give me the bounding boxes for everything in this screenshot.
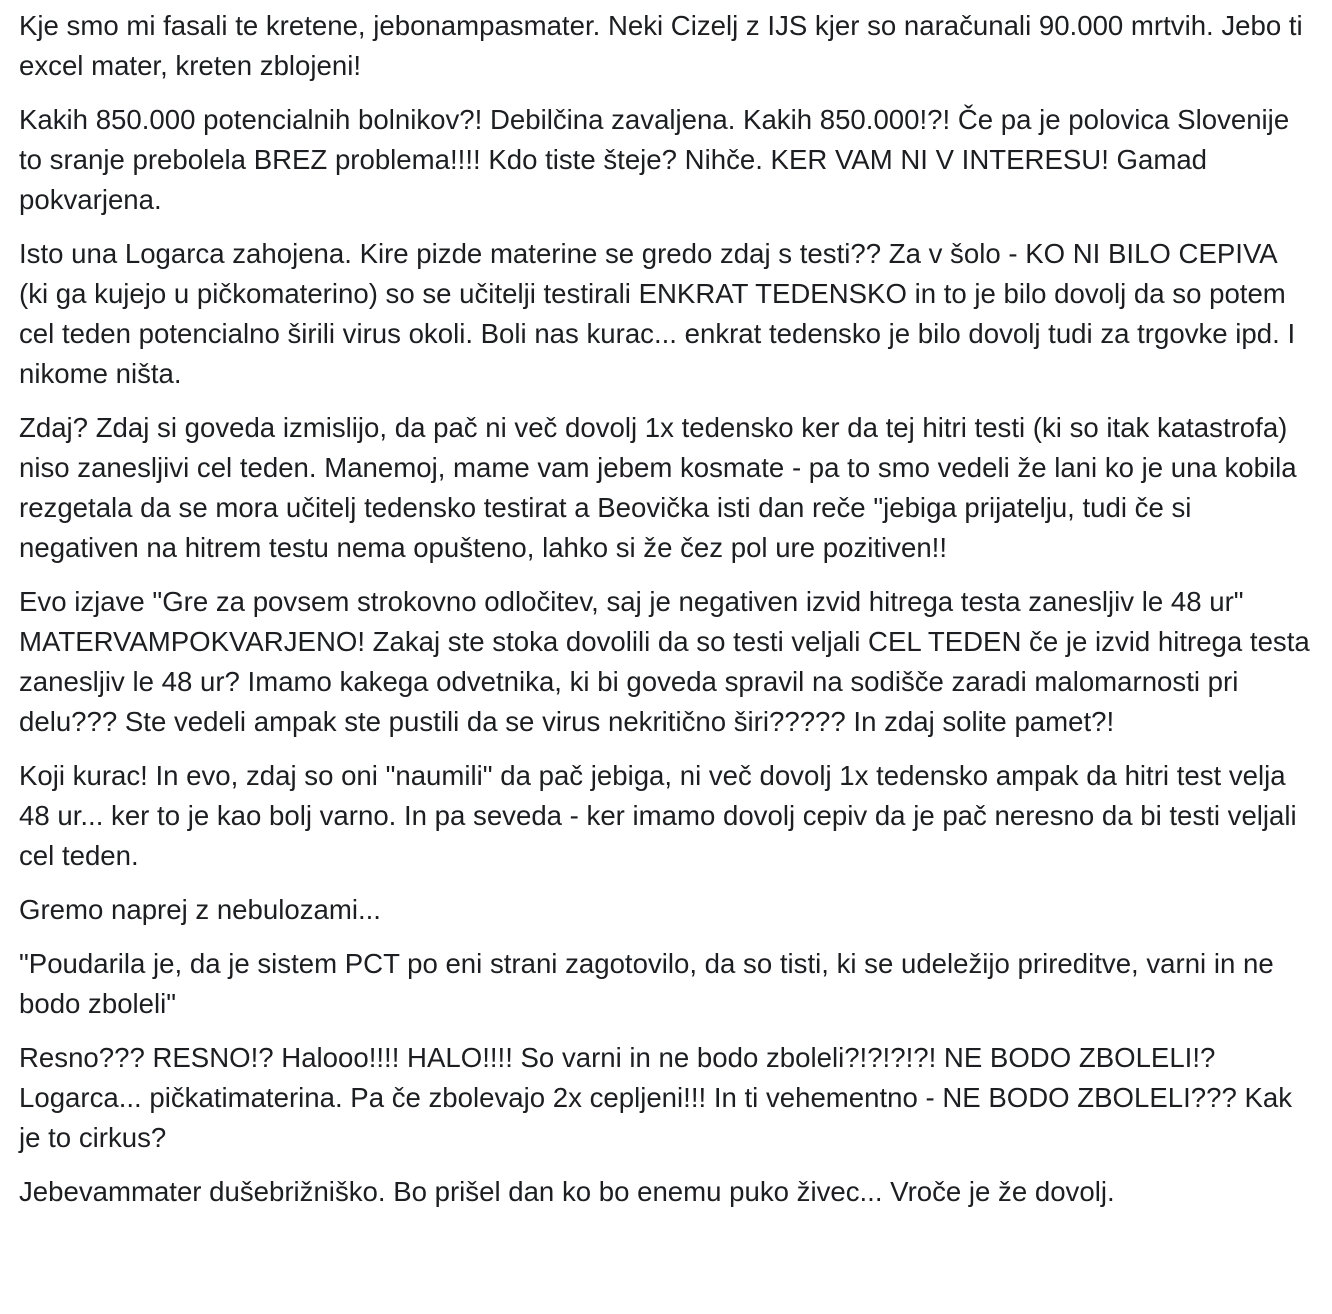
post-paragraph: Isto una Logarca zahojena. Kire pizde materine se gredo zdaj s testi?? Za v šolo - KO NI BILO CEPIVA (ki ga kujejo u pičkomaterino) so se učitelji testirali ENKRAT TEDENSKO in to je bilo dovolj da so potem cel teden potencialno širili virus okoli. Boli nas kurac... enkrat tedensko je bilo dovolj tudi za trgovke ipd. I nikome ništa. <box>19 238 1296 389</box>
post-paragraph: Kje smo mi fasali te kretene, jebonampasmater. Neki Cizelj z IJS kjer so naračunali 90.000 mrtvih. Jebo ti excel mater, kreten zblojeni! <box>19 10 1303 81</box>
post-paragraph: Evo izjave "Gre za povsem strokovno odločitev, saj je negativen izvid hitrega testa zanesljiv le 48 ur" MATERVAMPOKVARJENO! Zakaj ste stoka dovolili da so testi veljali CEL TEDEN če je izvid hitrega testa zanesljiv le 48 ur? Imamo kakega odvetnika, ki bi goveda spravil na sodišče zaradi malomarnosti pri delu??? Ste vedeli ampak ste pustili da se virus nekritično širi????? In zdaj solite pamet?! <box>19 586 1310 737</box>
post-paragraph: Zdaj? Zdaj si goveda izmislijo, da pač ni več dovolj 1x tedensko ker da tej hitri testi (ki so itak katastrofa) niso zanesljivi cel teden. Manemoj, mame vam jebem kosmate - pa to smo vedeli že lani ko je una kobila rezgetala da se mora učitelj tedensko testirat a Beovička isti dan reče "jebiga prijatelju, tudi če si negativen na hitrem testu nema opušteno, lahko si že čez pol ure pozitiven!! <box>19 412 1297 563</box>
post-paragraph: Gremo naprej z nebulozami... <box>19 894 381 925</box>
post-paragraph: Kakih 850.000 potencialnih bolnikov?! Debilčina zavaljena. Kakih 850.000!?! Če pa je polovica Slovenije to sranje prebolela BREZ problema!!!! Kdo tiste šteje? Nihče. KER VAM NI V INTERESU! Gamad pokvarjena. <box>19 104 1290 215</box>
post-paragraph: Resno??? RESNO!? Halooo!!!! HALO!!!! So varni in ne bodo zboleli?!?!?!?! NE BODO ZBOLELI!? Logarca... pičkatimaterina. Pa če zbolevajo 2x cepljeni!!! In ti vehementno - NE BODO ZBOLELI??? Kak je to cirkus? <box>19 1042 1293 1153</box>
post-paragraph: Jebevammater dušebrižniško. Bo prišel dan ko bo enemu puko živec... Vroče je že dovolj. <box>19 1176 1115 1207</box>
post-paragraph: "Poudarila je, da je sistem PCT po eni strani zagotovilo, da so tisti, ki se udeležijo prireditve, varni in ne bodo zboleli" <box>19 948 1274 1019</box>
post-paragraph: Koji kurac! In evo, zdaj so oni "naumili" da pač jebiga, ni več dovolj 1x tedensko ampak da hitri test velja 48 ur... ker to je kao bolj varno. In pa seveda - ker imamo dovolj cepiv da je pač neresno da bi testi veljali cel teden. <box>19 760 1297 871</box>
